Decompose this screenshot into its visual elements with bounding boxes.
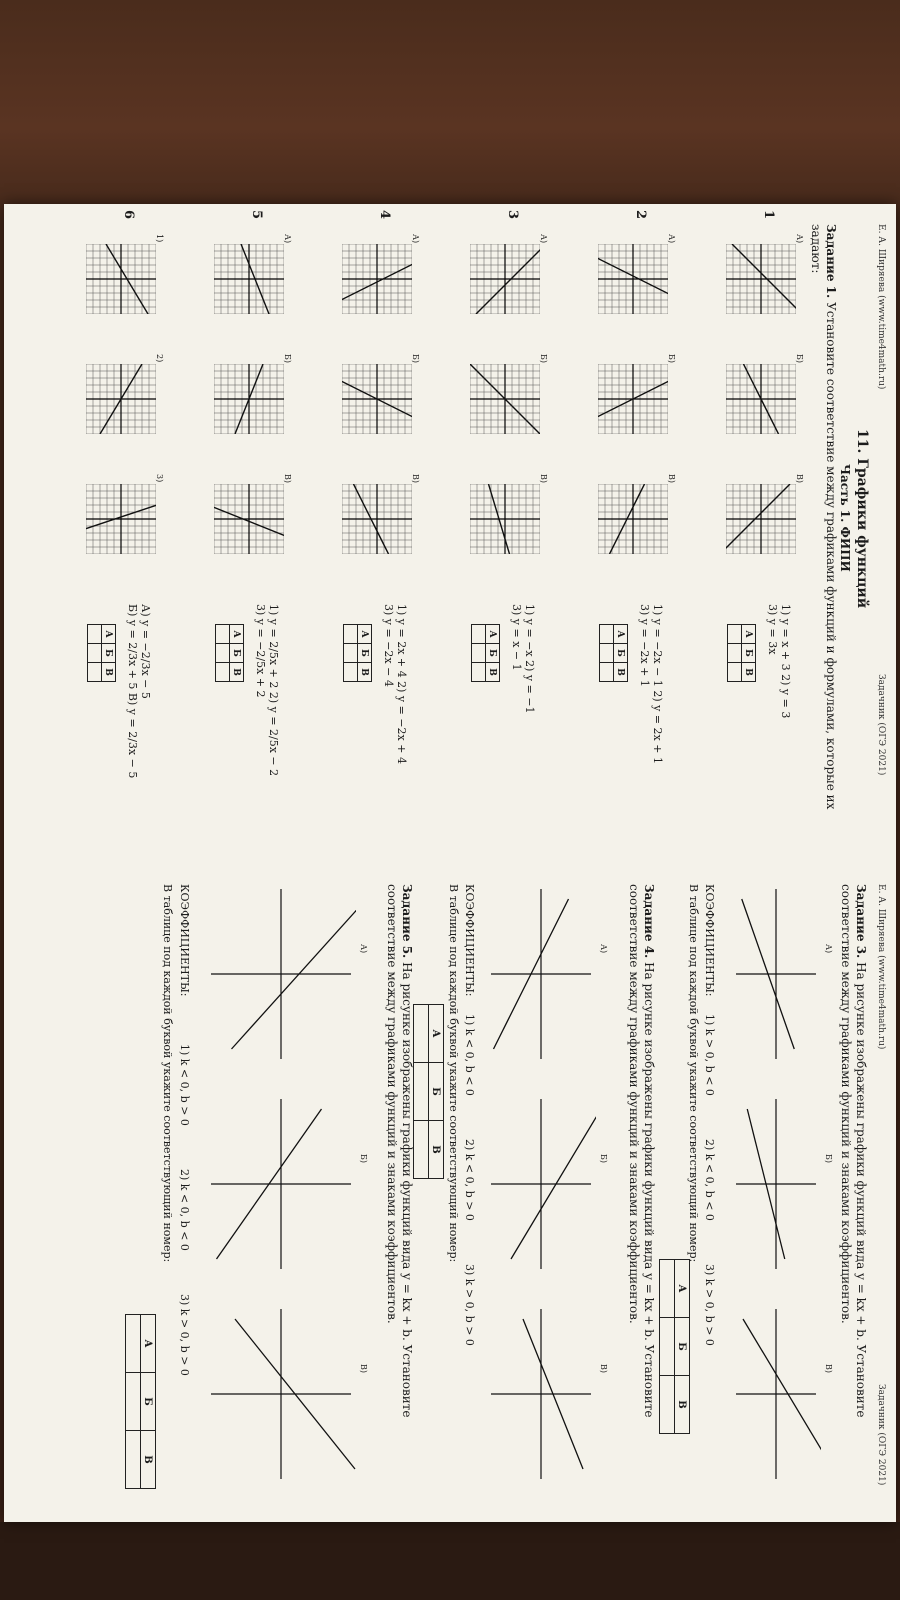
graph-label: А) xyxy=(283,234,292,244)
answer-cell[interactable] xyxy=(600,644,614,663)
task5-body: На рисунке изображены графики функций вида y = kx + b. Установите соответствие между графиками функций и знаками коэффициентов. xyxy=(385,884,414,1418)
answer-header: Б xyxy=(358,644,372,663)
answer-header: В xyxy=(230,663,244,682)
task3-option-1: 1) k > 0, b < 0 xyxy=(703,1014,716,1096)
answer-header: В xyxy=(358,663,372,682)
task1-text xyxy=(808,224,838,824)
coordinate-axes xyxy=(206,1094,356,1274)
answer-table xyxy=(599,624,628,682)
answer-cell[interactable] xyxy=(472,625,486,644)
answer-header: В xyxy=(102,663,116,682)
coordinate-grid xyxy=(598,484,668,554)
graph-label: В) xyxy=(411,474,420,483)
formula-line: А) y = −2/3x − 5 xyxy=(139,604,152,699)
task5-answer-v[interactable] xyxy=(126,1431,141,1489)
coordinate-axes xyxy=(731,1094,821,1274)
formula-line: 3) y = −2x + 1 xyxy=(638,604,651,687)
answer-cell[interactable] xyxy=(728,663,742,682)
coordinate-grid xyxy=(214,484,284,554)
answer-cell[interactable] xyxy=(344,625,358,644)
row-number: 2 xyxy=(633,210,648,220)
formula-options xyxy=(126,604,152,778)
answer-table xyxy=(343,624,372,682)
task5-answer-table xyxy=(125,1314,156,1489)
rotated-page-content xyxy=(4,204,896,1522)
graph-label: В) xyxy=(539,474,548,483)
row-number: 1 xyxy=(761,210,776,220)
left-page xyxy=(4,204,896,859)
task3-answer-v[interactable] xyxy=(660,1376,675,1434)
task4-answer-table xyxy=(413,1004,444,1179)
coordinate-grid xyxy=(86,244,156,314)
formula-line: 1) y = −2x − 1 2) y = 2x + 1 xyxy=(651,604,664,764)
answer-header: Б xyxy=(102,644,116,663)
answer-cell[interactable] xyxy=(472,663,486,682)
coordinate-axes xyxy=(206,1304,356,1484)
task5-text xyxy=(384,884,414,1494)
answer-header: Б xyxy=(742,644,756,663)
answer-cell[interactable] xyxy=(88,663,102,682)
coordinate-axes xyxy=(486,1094,596,1274)
answer-cell[interactable] xyxy=(600,625,614,644)
coordinate-grid xyxy=(726,244,796,314)
answer-cell[interactable] xyxy=(88,644,102,663)
task3-answer-table xyxy=(659,1259,690,1434)
answer-header: А xyxy=(102,625,116,644)
task3-col-a: А xyxy=(675,1260,690,1318)
graph-label: А) xyxy=(539,234,548,244)
task3-text xyxy=(838,884,868,1494)
task4-option-3: 3) k > 0, b > 0 xyxy=(463,1264,476,1346)
graph-label: Б) xyxy=(359,1154,368,1163)
answer-table xyxy=(215,624,244,682)
coordinate-grid xyxy=(470,364,540,434)
coordinate-axes xyxy=(486,884,596,1064)
answer-header: В xyxy=(742,663,756,682)
graph-label: 1) xyxy=(155,234,164,243)
graph-label: Б) xyxy=(283,354,292,363)
graph-label: Б) xyxy=(411,354,420,363)
graph-label: Б) xyxy=(539,354,548,363)
task3-col-b: Б xyxy=(675,1318,690,1376)
answer-header: А xyxy=(742,625,756,644)
formula-line: 3) y = −2x − 4 xyxy=(382,604,395,687)
coordinate-grid xyxy=(726,484,796,554)
right-header-book: Задачник (ОГЭ 2021) xyxy=(876,1384,886,1486)
graph-label: В) xyxy=(283,474,292,483)
graph-label: В) xyxy=(824,1364,833,1373)
task5-table-note: В таблице под каждой буквой укажите соответствующий номер: xyxy=(161,884,174,1263)
answer-cell[interactable] xyxy=(728,625,742,644)
answer-table xyxy=(87,624,116,682)
task4-option-2: 2) k < 0, b > 0 xyxy=(463,1139,476,1221)
graph-label: А) xyxy=(359,944,368,954)
task4-col-a: А xyxy=(429,1005,444,1063)
task4-col-b: Б xyxy=(429,1063,444,1121)
task1-body: Установите соответствие между графиками функций и формулами, которые их задают: xyxy=(809,224,838,810)
task4-option-1: 1) k < 0, b < 0 xyxy=(463,1014,476,1096)
task4-text xyxy=(626,884,656,1494)
coordinate-axes xyxy=(731,884,821,1064)
formula-line: 1) y = −x 2) y = −1 xyxy=(523,604,536,714)
task3-coef-label: КОЭФФИЦИЕНТЫ: xyxy=(703,884,716,997)
coordinate-grid xyxy=(470,244,540,314)
task3-answer-a[interactable] xyxy=(660,1260,675,1318)
graph-label: 2) xyxy=(155,354,164,363)
left-header-book: Задачник (ОГЭ 2021) xyxy=(876,674,886,776)
answer-cell[interactable] xyxy=(344,644,358,663)
coordinate-axes xyxy=(731,1304,821,1484)
answer-cell[interactable] xyxy=(344,663,358,682)
answer-header: В xyxy=(614,663,628,682)
graph-label: А) xyxy=(411,234,420,244)
task4-col-v: В xyxy=(429,1121,444,1179)
formula-line: 3) y = −2/5x + 2 xyxy=(254,604,267,698)
task4-body: На рисунке изображены графики функций вида y = kx + b. Установите соответствие между графиками функций и знаками коэффициентов. xyxy=(627,884,656,1418)
coordinate-grid xyxy=(86,364,156,434)
right-page xyxy=(4,864,896,1519)
graph-label: Б) xyxy=(667,354,676,363)
answer-header: Б xyxy=(230,644,244,663)
answer-cell[interactable] xyxy=(216,625,230,644)
answer-cell[interactable] xyxy=(600,663,614,682)
answer-header: А xyxy=(614,625,628,644)
formula-options xyxy=(382,604,408,764)
graph-label: 3) xyxy=(155,474,164,483)
task3-answer-b[interactable] xyxy=(660,1318,675,1376)
table-edge-shadow xyxy=(0,1522,900,1600)
coordinate-grid xyxy=(598,244,668,314)
task3-table-note: В таблице под каждой буквой укажите соответствующий номер: xyxy=(687,884,700,1263)
answer-cell[interactable] xyxy=(216,644,230,663)
left-header-author: Е. А. Ширяева (www.time4math.ru) xyxy=(876,224,886,390)
graph-label: Б) xyxy=(824,1154,833,1163)
answer-cell[interactable] xyxy=(88,625,102,644)
task5-col-b: Б xyxy=(141,1373,156,1431)
answer-header: Б xyxy=(614,644,628,663)
coordinate-grid xyxy=(214,364,284,434)
answer-cell[interactable] xyxy=(728,644,742,663)
answer-cell[interactable] xyxy=(216,663,230,682)
task5-label: Задание 5. xyxy=(400,884,414,959)
task5-option-1: 1) k < 0, b > 0 xyxy=(178,1044,191,1126)
row-number: 5 xyxy=(249,210,264,220)
row-number: 3 xyxy=(505,210,520,220)
worksheet-paper xyxy=(4,204,896,1522)
coordinate-grid xyxy=(214,244,284,314)
graph-label: А) xyxy=(795,234,804,244)
task3-col-v: В xyxy=(675,1376,690,1434)
formula-line: 1) y = 2x + 4 2) y = −2x + 4 xyxy=(395,604,408,764)
task4-table-note: В таблице под каждой буквой укажите соответствующий номер: xyxy=(447,884,460,1263)
task3-label: Задание 3. xyxy=(854,884,868,959)
coordinate-grid xyxy=(342,364,412,434)
task5-col-a: А xyxy=(141,1315,156,1373)
section-title: 11. Графики функций xyxy=(854,429,870,609)
coordinate-grid xyxy=(470,484,540,554)
task5-option-3: 3) k > 0, b > 0 xyxy=(178,1294,191,1376)
task3-body: На рисунке изображены графики функций вида y = kx + b. Установите соответствие между графиками функций и знаками коэффициентов. xyxy=(839,884,868,1418)
row-number: 4 xyxy=(377,210,392,220)
task4-answer-b[interactable] xyxy=(414,1063,429,1121)
answer-header: А xyxy=(358,625,372,644)
formula-line: 1) y = x + 3 2) y = 3 xyxy=(779,604,792,719)
task4-label: Задание 4. xyxy=(642,884,656,959)
graph-label: В) xyxy=(667,474,676,483)
answer-header: А xyxy=(230,625,244,644)
task4-answer-a[interactable] xyxy=(414,1005,429,1063)
coordinate-grid xyxy=(342,484,412,554)
task1-label: Задание 1. xyxy=(824,224,838,299)
coordinate-grid xyxy=(86,484,156,554)
coordinate-axes xyxy=(206,884,356,1064)
task4-coef-label: КОЭФФИЦИЕНТЫ: xyxy=(463,884,476,997)
row-number: 6 xyxy=(121,210,136,220)
answer-table xyxy=(727,624,756,682)
formula-options xyxy=(254,604,280,776)
formula-options xyxy=(766,604,792,718)
answer-header: А xyxy=(486,625,500,644)
coordinate-axes xyxy=(486,1304,596,1484)
answer-header: В xyxy=(486,663,500,682)
graph-label: Б) xyxy=(795,354,804,363)
section-subtitle: Часть 1. ФИПИ xyxy=(838,464,852,572)
graph-label: А) xyxy=(667,234,676,244)
task5-answer-b[interactable] xyxy=(126,1373,141,1431)
formula-line: Б) y = 2/3x + 5 В) y = 2/3x − 5 xyxy=(126,604,139,779)
graph-label: А) xyxy=(824,944,833,954)
coordinate-grid xyxy=(726,364,796,434)
coordinate-grid xyxy=(342,244,412,314)
answer-table xyxy=(471,624,500,682)
task5-coef-label: КОЭФФИЦИЕНТЫ: xyxy=(178,884,191,997)
graph-label: В) xyxy=(359,1364,368,1373)
formula-options xyxy=(638,604,664,764)
formula-line: 3) y = x − 1 xyxy=(510,604,523,671)
graph-label: В) xyxy=(795,474,804,483)
task5-answer-a[interactable] xyxy=(126,1315,141,1373)
coordinate-grid xyxy=(598,364,668,434)
task5-col-v: В xyxy=(141,1431,156,1489)
answer-cell[interactable] xyxy=(472,644,486,663)
graph-label: А) xyxy=(599,944,608,954)
graph-label: В) xyxy=(599,1364,608,1373)
right-header-author: Е. А. Ширяева (www.time4math.ru) xyxy=(876,884,886,1050)
task4-answer-v[interactable] xyxy=(414,1121,429,1179)
graph-label: Б) xyxy=(599,1154,608,1163)
task3-option-3: 3) k > 0, b > 0 xyxy=(703,1264,716,1346)
formula-options xyxy=(510,604,536,714)
formula-line: 3) y = 3x xyxy=(766,604,779,655)
task5-option-2: 2) k < 0, b < 0 xyxy=(178,1169,191,1251)
task3-option-2: 2) k < 0, b < 0 xyxy=(703,1139,716,1221)
formula-line: 1) y = 2/5x + 2 2) y = 2/5x − 2 xyxy=(267,604,280,777)
answer-header: Б xyxy=(486,644,500,663)
